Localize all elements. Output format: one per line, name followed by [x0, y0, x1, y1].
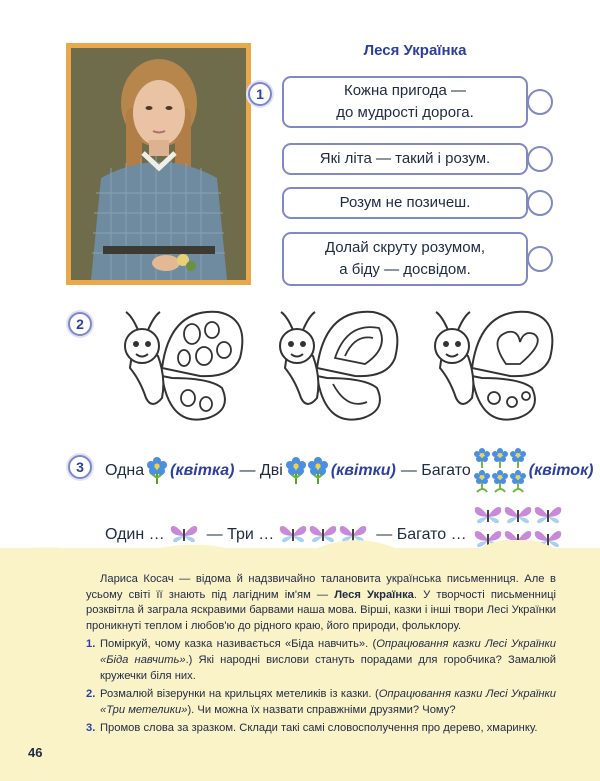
page-number: 46 [28, 745, 43, 760]
section-3-number: 3 [68, 455, 92, 479]
flower-icon [307, 457, 329, 485]
proverb-1-line-1: Кожна пригода — [344, 82, 466, 99]
butterfly-icon[interactable] [100, 298, 250, 438]
task-2-text-a: Розмалюй візерунки на крильцях метеликів із казки. ( [100, 688, 379, 701]
intro-start: Лариса Косач — відома й надзвичайно талановита українська письменниця. Але в усьому світі її знають під лагідним ім'ям — [86, 573, 556, 601]
answer-circle-3[interactable] [527, 190, 553, 216]
proverb-3-line-1: Розум не позичеш. [339, 194, 471, 211]
word-try: — Три … [206, 526, 275, 543]
word-bahato: — Багато [400, 462, 471, 479]
answer-circle-1[interactable] [527, 89, 553, 115]
word-odyn: Один … [105, 526, 165, 543]
task-1-italic: Опрацювання казки Лесі Українки «Біда навчить» [100, 638, 556, 666]
proverb-1-line-2: до мудрості дорога. [336, 104, 474, 121]
form-kvitka: (квітка) [170, 462, 235, 479]
task-1-text-b: .) Які народні вислови стануть порадами для горобчика? Замалюй кружечки біля них. [100, 653, 556, 682]
proverb-2-line-1: Які літа — такий і розум. [319, 150, 491, 167]
task-2-number: 2. [86, 688, 96, 701]
proverb-box-3 [282, 187, 528, 219]
intro-name: Леся Українка [334, 588, 414, 601]
intro-end: . У творчості письменниці розквітла й заграла яскравими барвами наша мова. Вірші, казки і інші твори Лесі Українки проникнуті теплом і любов'ю до рідного краю, його природи, фольклору. [86, 588, 556, 632]
word-dvi: — Дві [239, 462, 283, 479]
task-1 [86, 637, 556, 684]
task-2-text-b: ). Чи можна їх назвати справжніми друзями? Чому? [187, 703, 456, 716]
task-2 [86, 687, 556, 718]
flowers-row [105, 448, 594, 494]
flower-group-two [285, 457, 329, 485]
task-3 [86, 721, 556, 737]
intro-paragraph [86, 572, 556, 634]
proverb-box-2 [282, 143, 528, 175]
proverb-box-4 [282, 232, 528, 286]
word-odna: Одна [105, 462, 145, 479]
task-3-text-a: Промов слова за зразком. Склади такі самі словосполучення про дерево, хмаринку. [100, 722, 538, 735]
flower-group-many [473, 448, 527, 494]
answer-circle-2[interactable] [527, 146, 553, 172]
section-2-number: 2 [68, 312, 92, 336]
proverb-box-1 [282, 76, 528, 128]
answer-circle-4[interactable] [527, 246, 553, 272]
portrait-image [71, 48, 246, 280]
task-3-number: 3. [86, 722, 96, 735]
butterfly-icon[interactable] [255, 298, 405, 438]
portrait-frame [66, 43, 251, 285]
section-1-number: 1 [248, 82, 272, 106]
word-bahato-2: — Багато … [376, 526, 467, 543]
task-2-italic: Опрацювання казки Лесі Українки «Три метелики» [100, 688, 556, 716]
form-kvitky: (квітки) [330, 462, 396, 479]
text-block [86, 572, 556, 737]
form-kvitok: (квіток) [528, 462, 594, 479]
task-1-number: 1. [86, 638, 96, 651]
flower-icon [146, 457, 168, 485]
task-1-text-a: Поміркуй, чому казка називається «Біда навчить». ( [100, 638, 377, 651]
flower-icon [473, 448, 527, 494]
portrait-illustration [71, 48, 246, 280]
page-title: Леся Українка [363, 42, 467, 59]
flower-icon [285, 457, 307, 485]
proverb-4-line-1: Долай скруту розумом, [324, 239, 486, 256]
proverb-4-line-2: а біду — досвідом. [339, 261, 471, 278]
butterfly-icon[interactable] [410, 298, 560, 438]
